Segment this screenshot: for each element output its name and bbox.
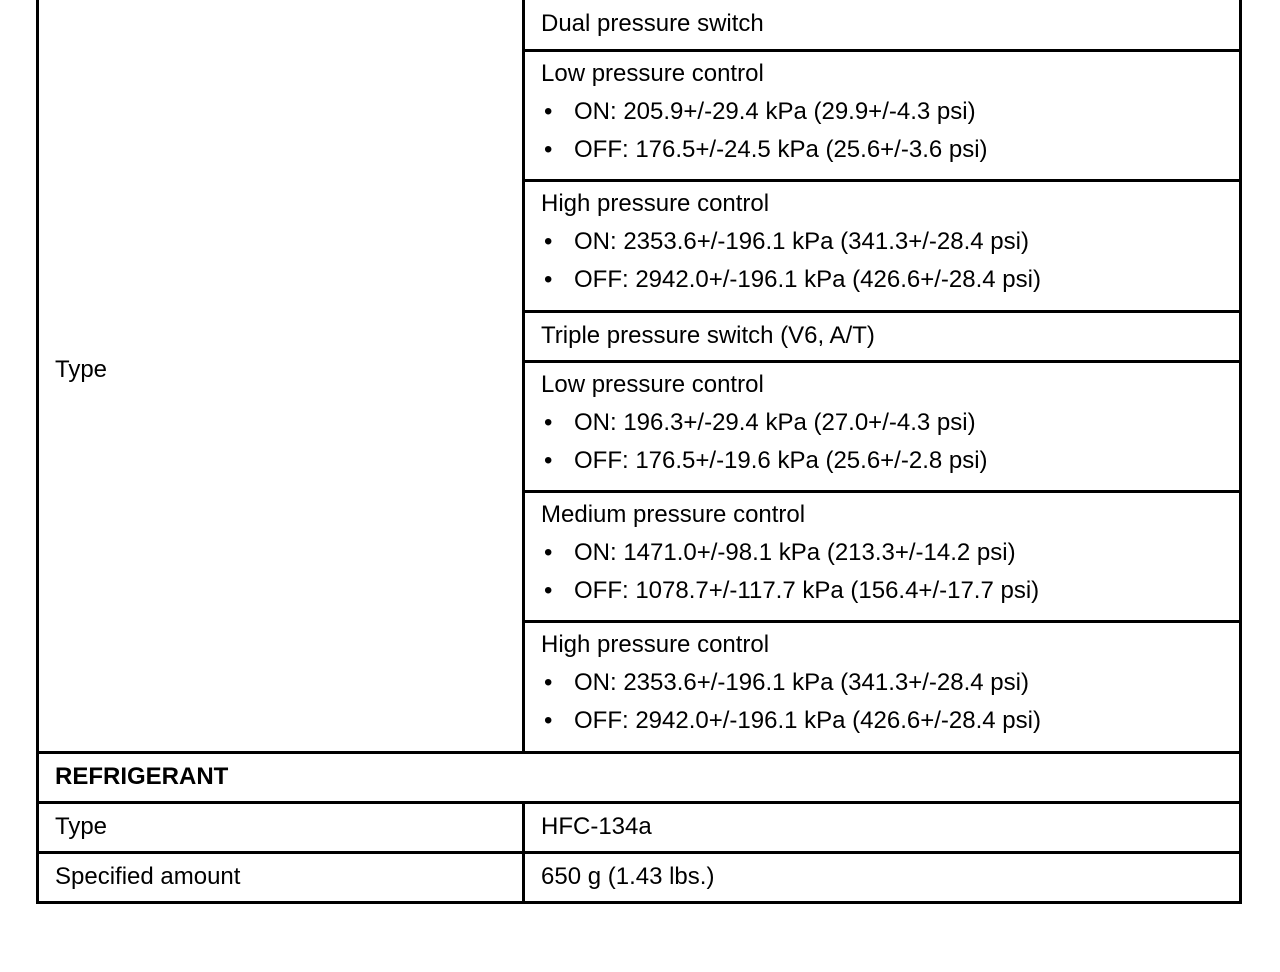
- control-values: [541, 223, 1239, 299]
- control-title: Low pressure control: [541, 370, 764, 398]
- triple-high-pressure-control: [524, 621, 1241, 752]
- control-title: High pressure control: [541, 190, 770, 218]
- triple-low-pressure-control: [524, 361, 1241, 492]
- refrigerant-type-label: Type: [38, 802, 524, 852]
- specified-amount-value: 650 g (1.43 lbs.): [524, 852, 1241, 902]
- triple-medium-pressure-control: [524, 492, 1241, 622]
- table-row: [38, 0, 1241, 50]
- control-title: Low pressure control: [541, 59, 764, 87]
- control-values: [541, 664, 1239, 740]
- specified-amount-label: Specified amount: [38, 852, 524, 902]
- dual-pressure-switch-heading: Dual pressure switch: [524, 0, 1241, 50]
- control-values: [541, 534, 1239, 610]
- table-row: [38, 802, 1241, 852]
- off-value: • OFF: 176.5+/-24.5 kPa (25.6+/-3.6 psi): [541, 131, 1239, 169]
- on-value: • ON: 2353.6+/-196.1 kPa (341.3+/-28.4 psi): [541, 223, 1239, 261]
- control-title: Medium pressure control: [541, 501, 806, 529]
- control-values: [541, 404, 1239, 480]
- triple-pressure-switch-heading: Triple pressure switch (V6, A/T): [524, 311, 1241, 361]
- refrigerant-section-heading: REFRIGERANT: [38, 752, 1241, 802]
- off-value: • OFF: 2942.0+/-196.1 kPa (426.6+/-28.4 psi): [541, 702, 1239, 740]
- spec-table: [36, 0, 1242, 904]
- on-value: • ON: 196.3+/-29.4 kPa (27.0+/-4.3 psi): [541, 404, 1239, 442]
- control-title: High pressure control: [541, 630, 770, 658]
- off-value: • OFF: 2942.0+/-196.1 kPa (426.6+/-28.4 psi): [541, 261, 1239, 299]
- on-value: • ON: 1471.0+/-98.1 kPa (213.3+/-14.2 psi): [541, 534, 1239, 572]
- refrigerant-type-value: HFC-134a: [524, 802, 1241, 852]
- dual-high-pressure-control: [524, 181, 1241, 312]
- table-row: [38, 752, 1241, 802]
- on-value: • ON: 2353.6+/-196.1 kPa (341.3+/-28.4 psi): [541, 664, 1239, 702]
- off-value: • OFF: 176.5+/-19.6 kPa (25.6+/-2.8 psi): [541, 442, 1239, 480]
- pressure-switch-type-label: Type: [38, 0, 524, 752]
- table-row: [38, 852, 1241, 902]
- control-values: [541, 93, 1239, 169]
- on-value: • ON: 205.9+/-29.4 kPa (29.9+/-4.3 psi): [541, 93, 1239, 131]
- off-value: • OFF: 1078.7+/-117.7 kPa (156.4+/-17.7 psi): [541, 572, 1239, 610]
- dual-low-pressure-control: [524, 50, 1241, 181]
